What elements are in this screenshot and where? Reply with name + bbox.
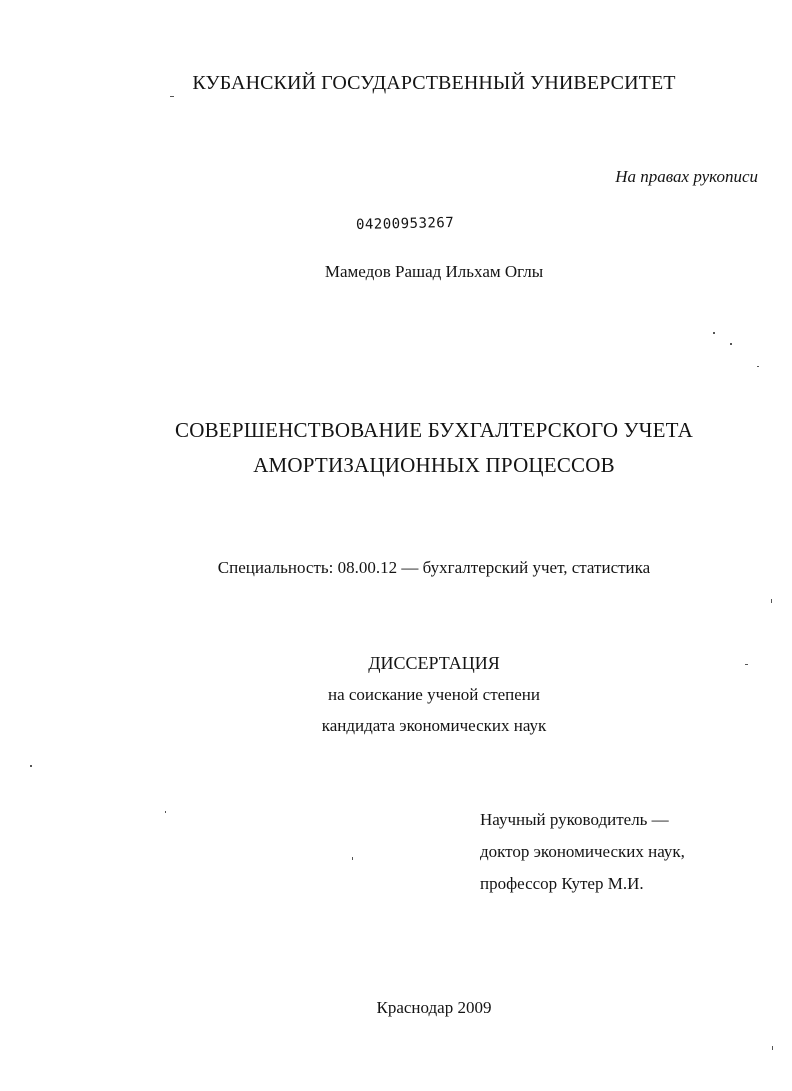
manuscript-note: На правах рукописи: [615, 167, 758, 186]
document-type: ДИССЕРТАЦИЯ: [368, 653, 500, 673]
advisor-degree: доктор экономических наук,: [480, 842, 685, 861]
scan-speck: [772, 1046, 773, 1050]
city-year: Краснодар 2009: [376, 998, 492, 1017]
degree-line-2: кандидата экономических наук: [321, 716, 547, 735]
degree-line-1: на соискание ученой степени: [327, 685, 541, 704]
scan-speck: [757, 366, 759, 367]
archive-number: 04200953267: [355, 214, 455, 233]
scan-speck: [352, 857, 353, 860]
specialty: Специальность: 08.00.12 — бухгалтерский учет, статистика: [217, 558, 651, 577]
scan-speck: [730, 343, 732, 345]
advisor-label: Научный руководитель —: [480, 810, 669, 829]
dissertation-title-line-1: СОВЕРШЕНСТВОВАНИЕ БУХГАЛТЕРСКОГО УЧЕТА: [175, 418, 693, 442]
author-name: Мамедов Рашад Ильхам Оглы: [324, 262, 544, 281]
dissertation-title-line-2: АМОРТИЗАЦИОННЫХ ПРОЦЕССОВ: [253, 453, 615, 477]
advisor-name: профессор Кутер М.И.: [480, 874, 644, 893]
scan-speck: [713, 332, 715, 334]
scan-speck: [170, 96, 174, 97]
scan-speck: [165, 811, 166, 813]
university-name: КУБАНСКИЙ ГОСУДАРСТВЕННЫЙ УНИВЕРСИТЕТ: [192, 72, 676, 94]
scan-speck: [30, 765, 32, 767]
scan-speck: [771, 599, 772, 603]
scan-speck: [745, 664, 748, 665]
